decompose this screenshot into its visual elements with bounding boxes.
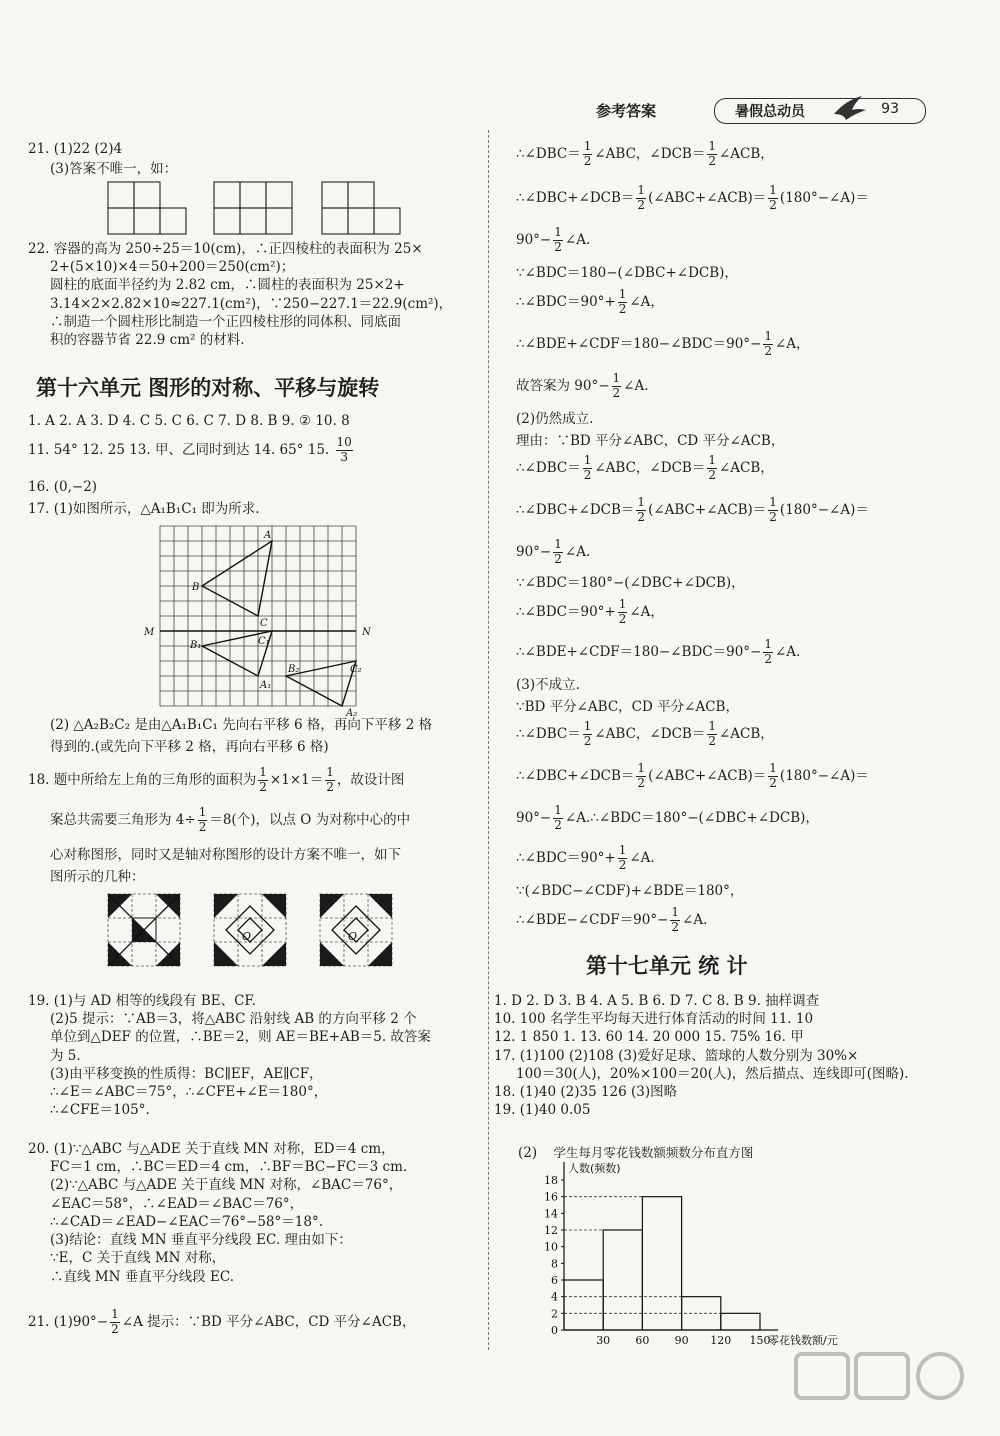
r-line-13: ∵∠BDC＝180°−(∠DBC+∠DCB)，	[516, 575, 745, 591]
t: ∠A.	[564, 543, 591, 560]
frac-den: 2	[612, 385, 621, 400]
r-line-10	[516, 454, 774, 483]
label-C: C	[260, 618, 268, 629]
frac-num: 1	[618, 287, 627, 301]
frac-num: 1	[618, 597, 627, 611]
q21b-text: 21. (1)90°−	[28, 1313, 109, 1330]
t: (180°−∠A)＝	[779, 767, 869, 784]
q18-text: 案总共需要三角形为 4÷	[50, 811, 196, 828]
t: ∴∠DBC+∠DCB＝	[516, 767, 635, 784]
q19-line: 为 5.	[50, 1047, 81, 1064]
histogram-title: 学生每月零花钱数额频数分布直方图	[553, 1145, 754, 1160]
unit16-answers-2	[28, 436, 355, 465]
t: ∴∠BDE+∠CDF＝180−∠BDC＝90°−	[516, 335, 762, 352]
r-line-15	[516, 638, 800, 667]
r-line-8: (2)仍然成立.	[516, 411, 594, 427]
t: ∴∠DBC＝	[516, 725, 581, 742]
y-tick-label: 16	[544, 1190, 558, 1204]
q17-2-line1: (2) △A₂B₂C₂ 是由△A₁B₁C₁ 先向右平移 6 格，再向下平移 2 格	[50, 717, 433, 733]
r-line-1	[516, 140, 774, 169]
frac-num: 1	[708, 453, 716, 467]
frac-den: 2	[618, 857, 627, 872]
q18-line1	[28, 766, 404, 795]
label-A2: A₂	[346, 708, 358, 719]
q21b	[28, 1308, 415, 1337]
histogram-xlabel: 零花钱数额/元	[768, 1334, 838, 1347]
t: ∴∠DBC＝	[516, 145, 581, 162]
frac-num: 1	[708, 139, 716, 153]
r-line-2	[516, 184, 869, 213]
t: ∴∠BDC＝90°+	[516, 293, 616, 310]
frac-den: 3	[340, 449, 348, 464]
y-tick-label: 14	[544, 1207, 558, 1221]
fraction-half	[763, 638, 773, 667]
x-tick-label: 30	[596, 1334, 611, 1347]
t: ∠ACB，	[718, 459, 774, 476]
q18-text: ×1×1＝	[269, 771, 324, 788]
frac-den: 2	[111, 1321, 119, 1336]
ans17-line: 17. (1)100 (2)108 (3)爱好足球、篮球的人数分别为 30%×	[494, 1047, 859, 1064]
frac-den: 2	[769, 509, 777, 524]
fraction-half	[325, 766, 335, 795]
center-O-3: O	[348, 930, 358, 943]
fraction-half	[583, 140, 593, 169]
frac-num: 1	[618, 843, 627, 857]
fraction-half	[618, 288, 628, 317]
q18-text: ，故设计图	[336, 771, 405, 788]
frac-den: 2	[583, 733, 592, 748]
fraction-half	[553, 226, 563, 255]
q17-1: 17. (1)如图所示，△A₁B₁C₁ 即为所求.	[28, 501, 260, 517]
t: ∠A，	[629, 293, 664, 310]
t: (∠ABC+∠ACB)＝	[648, 189, 767, 206]
frac-num: 1	[637, 183, 646, 197]
t: (∠ABC+∠ACB)＝	[648, 767, 767, 784]
center-O-1: O	[136, 930, 146, 943]
r-line-14	[516, 598, 664, 627]
q19-line: 19. (1)与 AD 相等的线段有 BE、CF.	[28, 993, 256, 1009]
frac-num: 1	[637, 495, 646, 509]
frac-num: 1	[554, 803, 562, 817]
q21-line2: (3)答案不唯一，如：	[50, 161, 178, 177]
swallow-icon	[832, 92, 868, 122]
q20-line: ∴∠CAD＝∠EAD−∠EAC＝76°−58°＝18°.	[50, 1213, 323, 1230]
frac-den: 2	[326, 779, 334, 794]
frac-den: 2	[198, 819, 207, 834]
fraction-half	[707, 140, 717, 169]
y-tick-label: 6	[551, 1274, 558, 1287]
q20-line: FC＝1 cm，∴BC＝ED＝4 cm，∴BF＝BC−FC＝3 cm.	[50, 1159, 408, 1176]
label-B1: B₁	[190, 640, 202, 651]
frac-num: 1	[637, 761, 646, 775]
frac-den: 2	[583, 153, 592, 168]
q19-line: 单位到△DEF 的位置，∴BE＝2，则 AE＝BE+AB＝5. 故答案	[50, 1029, 431, 1046]
ans17-line: 19. (1)40 0.05	[494, 1102, 591, 1119]
label-A: A	[264, 530, 272, 541]
center-O-2: O	[242, 930, 252, 943]
x-tick-label: 90	[674, 1334, 689, 1347]
t: ∠A.	[775, 643, 801, 660]
fraction-half	[618, 844, 628, 873]
t: ∠A.∴∠BDC＝180°−(∠DBC+∠DCB)，	[564, 809, 819, 826]
q16: 16. (0,−2)	[28, 479, 98, 495]
r-line-20	[516, 804, 819, 833]
r-line-7	[516, 372, 649, 401]
r-line-23	[516, 906, 707, 935]
frac-den: 2	[637, 197, 646, 212]
page-number: 93	[881, 101, 899, 117]
frac-num: 1	[708, 719, 716, 733]
t: ∴∠DBC＝	[516, 459, 581, 476]
fraction-half	[763, 330, 773, 359]
ans17-line: 18. (1)40 (2)35 126 (3)图略	[494, 1084, 678, 1101]
t: 90°−	[516, 231, 552, 248]
frac-den: 2	[764, 651, 772, 666]
q18-text: ＝8(个)，以点 O 为对称中心的中	[209, 811, 411, 828]
y-tick-label: 0	[551, 1324, 558, 1337]
frac-num: 1	[764, 329, 772, 343]
ans17-line: 12. 1 850 1. 13. 60 14. 20 000 15. 75% 16. 甲	[494, 1029, 804, 1046]
q18-line4: 图所示的几种：	[50, 869, 145, 885]
frac-den: 2	[637, 509, 646, 524]
frac-den: 2	[708, 733, 716, 748]
fraction-half	[583, 454, 593, 483]
t: 90°−	[516, 809, 552, 826]
book-title: 暑假总动员	[735, 104, 805, 120]
histogram-bar	[603, 1230, 642, 1330]
frac-den: 2	[554, 239, 562, 254]
frac-num: 1	[612, 371, 621, 385]
label-C1: C₁	[258, 636, 270, 647]
q22-line: ∴制造一个圆柱形比制造一个正四棱柱形的同体积、同底面	[50, 313, 401, 330]
t: 90°−	[516, 543, 552, 560]
y-tick-label: 4	[551, 1290, 558, 1304]
fraction-half	[636, 496, 646, 525]
q19-line: (3)由平移变换的性质得：BC∥EF，AE∥CF，	[50, 1065, 323, 1082]
r-line-4: ∵∠BDC＝180−(∠DBC+∠DCB)，	[516, 265, 738, 281]
ans17-line: 100＝30(人)，20%×100＝20(人)，然后描点、连线即可(图略).	[516, 1065, 909, 1082]
fraction-half	[110, 1308, 120, 1337]
label-B: B	[192, 582, 200, 593]
hist-prefix: (2)	[518, 1145, 538, 1161]
t: 故答案为 90°−	[516, 377, 610, 394]
unit17-title: 第十七单元 统 计	[586, 954, 748, 978]
q19-line: ∴∠E＝∠ABC＝75°，∴∠CFE+∠E＝180°，	[50, 1084, 328, 1101]
y-tick-label: 10	[544, 1240, 558, 1254]
book-tag	[714, 98, 926, 124]
frac-num: 10	[336, 435, 352, 449]
y-tick-label: 2	[551, 1307, 558, 1321]
q20-line: ∵E，C 关于直线 MN 对称，	[50, 1250, 226, 1267]
frac-num: 1	[769, 495, 777, 509]
r-line-5	[516, 288, 664, 317]
cube-nets-figure	[106, 180, 466, 240]
q20-line: (3)结论：直线 MN 垂直平分线段 EC. 理由如下：	[50, 1232, 352, 1249]
frac-num: 1	[554, 225, 562, 239]
fraction-half	[553, 538, 563, 567]
histogram-bar	[721, 1313, 760, 1330]
frac-den: 2	[769, 197, 777, 212]
t: ∴∠BDE+∠CDF＝180−∠BDC＝90°−	[516, 643, 762, 660]
fraction-half	[612, 372, 622, 401]
y-tick-label: 12	[544, 1224, 558, 1237]
frac-num: 1	[554, 537, 562, 551]
frac-den: 2	[554, 551, 562, 566]
fraction-half	[583, 720, 593, 749]
fraction-half	[768, 762, 778, 791]
histogram-bar	[564, 1280, 603, 1330]
histogram-ylabel: 人数(频数)	[568, 1162, 621, 1175]
frac-den: 2	[764, 343, 772, 358]
t: ∠A，	[775, 335, 810, 352]
fraction-half	[553, 804, 563, 833]
x-tick-label: 150	[749, 1334, 771, 1347]
unit16-answers-1: 1. A 2. A 3. D 4. C 5. C 6. C 7. D 8. B 9. ② 10. 8	[28, 413, 350, 429]
q22-line: 圆柱的底面半径约为 2.82 cm，∴圆柱的表面积为 25×2+	[50, 277, 405, 294]
t: ∠ACB，	[718, 145, 774, 162]
x-tick-label: 60	[635, 1334, 650, 1347]
q20-block	[28, 1140, 407, 1286]
label-B2: B₂	[288, 664, 300, 675]
frac-num: 1	[764, 637, 772, 651]
x-tick-label: 120	[710, 1334, 732, 1347]
t: ∴∠DBC+∠DCB＝	[516, 501, 635, 518]
q22-line: 3.14×2×2.82×10≈227.1(cm²)，∵250−227.1＝22.9(cm²)，	[50, 295, 453, 312]
frac-den: 2	[637, 775, 646, 790]
q22-line: 积的容器节省 22.9 cm² 的材料.	[50, 332, 245, 349]
fraction-half	[636, 762, 646, 791]
r-line-22: ∵(∠BDC−∠CDF)+∠BDE＝180°，	[516, 883, 744, 899]
fraction-half	[768, 184, 778, 213]
t: ∴∠DBC+∠DCB＝	[516, 189, 635, 206]
q18-line2	[50, 806, 410, 835]
ans17-line: 1. D 2. D 3. B 4. A 5. B 6. D 7. C 8. B 9. 抽样调查	[494, 993, 820, 1009]
unit16-title: 第十六单元 图形的对称、平移与旋转	[36, 376, 380, 400]
fraction-half	[707, 720, 717, 749]
t: ∴∠BDC＝90°+	[516, 849, 616, 866]
frac-den: 2	[708, 153, 716, 168]
label-M: M	[144, 627, 155, 638]
frac-num: 1	[583, 453, 592, 467]
t: ∠A.	[564, 231, 591, 248]
q20-line: ∴直线 MN 垂直平分线段 EC.	[50, 1268, 235, 1285]
fraction-half	[707, 454, 717, 483]
column-divider	[488, 130, 489, 1350]
frac-den: 2	[618, 301, 627, 316]
fraction-half	[198, 806, 208, 835]
t: ∴∠BDE−∠CDF＝90°−	[516, 911, 669, 928]
frac-den: 2	[769, 775, 777, 790]
fraction-half	[636, 184, 646, 213]
q20-line: ∠EAC＝58°，∴∠EAD＝∠BAC＝76°，	[50, 1195, 304, 1212]
r-line-18	[516, 720, 774, 749]
q22-line: 2+(5×10)×4＝50+200＝250(cm²)；	[50, 259, 295, 276]
symmetric-designs-figure	[106, 892, 466, 972]
t: (∠ABC+∠ACB)＝	[648, 501, 767, 518]
t: ∠ABC，∠DCB＝	[594, 459, 706, 476]
r-line-19	[516, 762, 869, 791]
ans17-line: 10. 100 名学生平均每天进行体育活动的时间 11. 10	[494, 1011, 814, 1028]
q22-line: 22. 容器的高为 250÷25＝10(cm)，∴正四棱柱的表面积为 25×	[28, 241, 423, 257]
frac-num: 1	[111, 1307, 119, 1321]
r-line-21	[516, 844, 655, 873]
t: (180°−∠A)＝	[779, 501, 869, 518]
r-line-12	[516, 538, 590, 567]
q19-block	[28, 992, 431, 1120]
page-header	[596, 98, 930, 126]
y-tick-label: 18	[544, 1174, 558, 1187]
translation-grid-figure	[142, 520, 382, 719]
y-tick-label: 8	[551, 1257, 558, 1271]
fraction-half	[670, 906, 680, 935]
q19-line: (2)5 提示：∵AB＝3，将△ABC 沿射线 AB 的方向平移 2 个	[50, 1011, 417, 1028]
frac-den: 2	[671, 919, 680, 934]
label-C2: C₂	[350, 664, 362, 675]
r-line-6	[516, 330, 810, 359]
frac-num: 1	[671, 905, 680, 919]
frac-num: 1	[769, 183, 777, 197]
t: (180°−∠A)＝	[779, 189, 869, 206]
frac-num: 1	[583, 719, 592, 733]
frac-den: 2	[554, 817, 562, 832]
label-N: N	[362, 627, 371, 638]
frac-den: 2	[259, 779, 267, 794]
frac-num: 1	[198, 805, 207, 819]
q19-line: ∴∠CFE＝105°.	[50, 1102, 150, 1119]
frac-den: 2	[618, 611, 627, 626]
answers-text: 11. 54° 12. 25 13. 甲、乙同时到达 14. 65° 15.	[28, 441, 330, 458]
t: ∴∠BDC＝90°+	[516, 603, 616, 620]
frac-num: 1	[583, 139, 592, 153]
q17-2-line2: 得到的.(或先向下平移 2 格，再向右平移 6 格)	[50, 739, 329, 755]
unit17-answers	[494, 992, 909, 1120]
t: ∠A.	[623, 377, 649, 394]
q22-block	[28, 240, 452, 349]
frac-den: 2	[708, 467, 716, 482]
label-A1: A₁	[260, 680, 272, 691]
q20-line: 20. (1)∵△ABC 与△ADE 关于直线 MN 对称，ED＝4 cm，	[28, 1141, 395, 1157]
r-line-11	[516, 496, 869, 525]
frac-num: 1	[769, 761, 777, 775]
q18-line3: 心对称图形，同时又是轴对称图形的设计方案不唯一，如下	[50, 847, 401, 863]
answer-label: 参考答案	[596, 102, 657, 120]
q18-text: 18. 题中所给左上角的三角形的面积为	[28, 771, 257, 788]
watermark-logo	[790, 1348, 980, 1428]
t: ∠A.	[629, 849, 655, 866]
r-line-16: (3)不成立.	[516, 677, 580, 693]
r-line-3	[516, 226, 590, 255]
frequency-histogram	[520, 1160, 838, 1350]
q21b-text: ∠A 提示：∵BD 平分∠ABC，CD 平分∠ACB，	[121, 1313, 416, 1330]
t: ∠A，	[629, 603, 664, 620]
r-line-17: ∵BD 平分∠ABC，CD 平分∠ACB，	[516, 699, 739, 715]
fraction-half	[618, 598, 628, 627]
q21-line1: 21. (1)22 (2)4	[28, 141, 123, 157]
t: ∠ACB，	[718, 725, 774, 742]
t: ∠A.	[682, 911, 708, 928]
histogram-bar	[642, 1197, 681, 1330]
frac-num: 1	[259, 765, 267, 779]
q20-line: (2)∵△ABC 与△ADE 关于直线 MN 对称，∠BAC＝76°，	[50, 1177, 403, 1194]
frac-num: 1	[326, 765, 334, 779]
r-line-9: 理由：∵BD 平分∠ABC，CD 平分∠ACB，	[516, 433, 785, 449]
t: ∠ABC，∠DCB＝	[594, 725, 706, 742]
t: ∠ABC，∠DCB＝	[594, 145, 706, 162]
frac-den: 2	[583, 467, 592, 482]
fraction-half	[258, 766, 268, 795]
fraction-ten-thirds	[336, 436, 353, 465]
fraction-half	[768, 496, 778, 525]
